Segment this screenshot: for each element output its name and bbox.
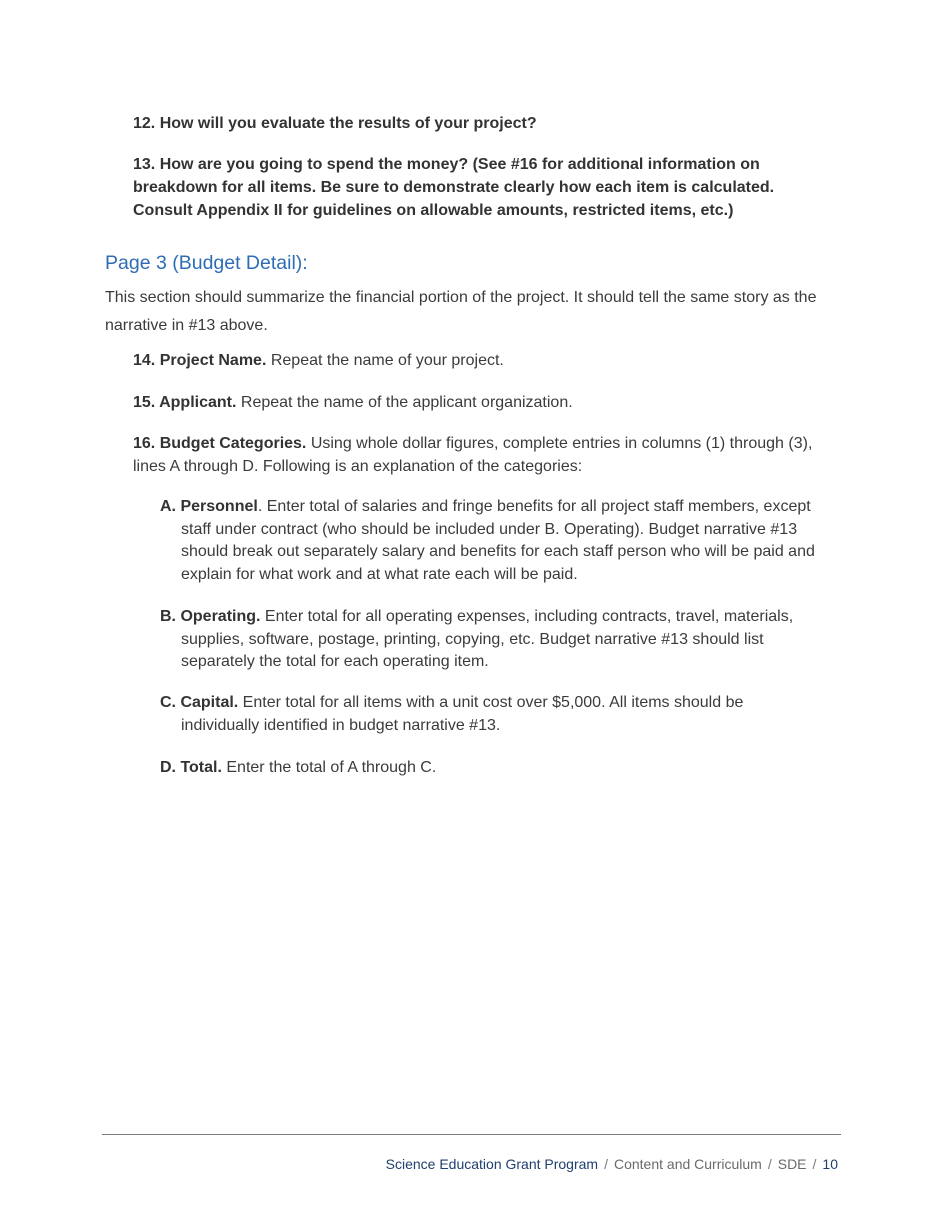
category-b-text: Enter total for all operating expenses, including contracts, travel, materials, supplies, software, postage, printing, copying, etc. Budget narrative #13 should list separately the total for each operating item. <box>181 608 794 671</box>
question-12: 12. How will you evaluate the results of your project? <box>133 115 537 132</box>
page-footer <box>386 1155 838 1173</box>
footer-section: Content and Curriculum <box>613 1156 762 1172</box>
footer-dept: SDE <box>777 1156 807 1172</box>
category-b-operating <box>160 606 826 674</box>
item-14-text: Repeat the name of your project. <box>266 352 504 369</box>
category-d-label: D. Total. <box>160 759 222 776</box>
item-15-label: 15. Applicant. <box>133 394 237 411</box>
category-a-personnel <box>160 496 826 587</box>
category-a-label: A. Personnel <box>160 498 258 515</box>
footer-program: Science Education Grant Program <box>385 1156 599 1172</box>
category-d-total <box>160 757 826 780</box>
item-16-text: Using whole dollar figures, complete entries in columns (1) through (3), lines A through D. Following is an explanation of the categories: <box>133 435 813 475</box>
category-d-text: Enter the total of A through C. <box>221 759 437 776</box>
item-14-project-name <box>133 349 838 372</box>
footer-separator: / <box>812 1156 817 1172</box>
section-intro: This section should summarize the financial portion of the project. It should tell the same story as the narrative in #13 above. <box>105 289 817 334</box>
footer-separator: / <box>604 1156 608 1172</box>
footer-separator: / <box>767 1156 772 1172</box>
item-16-label: 16. Budget Categories. <box>133 435 307 452</box>
item-15-text: Repeat the name of the applicant organization. <box>236 394 573 411</box>
footer-divider <box>102 1134 841 1135</box>
category-c-label: C. Capital. <box>160 694 239 711</box>
question-13: 13. How are you going to spend the money? (See #16 for additional information on breakdown for all items. Be sure to demonstrate clearly how each item is calculated. Consult Appendix II for guidelines on allowable amounts, restricted items, etc.) <box>133 156 775 219</box>
footer-page-number: 10 <box>822 1156 838 1172</box>
item-15-applicant <box>133 391 838 414</box>
category-a-text: . Enter total of salaries and fringe benefits for all project staff members, except staff under contract (who should be included under B. Operating). Budget narrative #13 should break out separately salary and benefits for each staff person who will be paid and explain for what work and at what rate each will be paid. <box>181 498 815 584</box>
category-b-label: B. Operating. <box>160 608 261 625</box>
item-16-budget-categories <box>133 432 833 478</box>
category-c-capital <box>160 692 826 737</box>
item-14-label: 14. Project Name. <box>133 352 267 369</box>
category-c-text: Enter total for all items with a unit cost over $5,000. All items should be individually identified in budget narrative #13. <box>181 694 744 734</box>
section-heading: Page 3 (Budget Detail): <box>105 252 308 274</box>
